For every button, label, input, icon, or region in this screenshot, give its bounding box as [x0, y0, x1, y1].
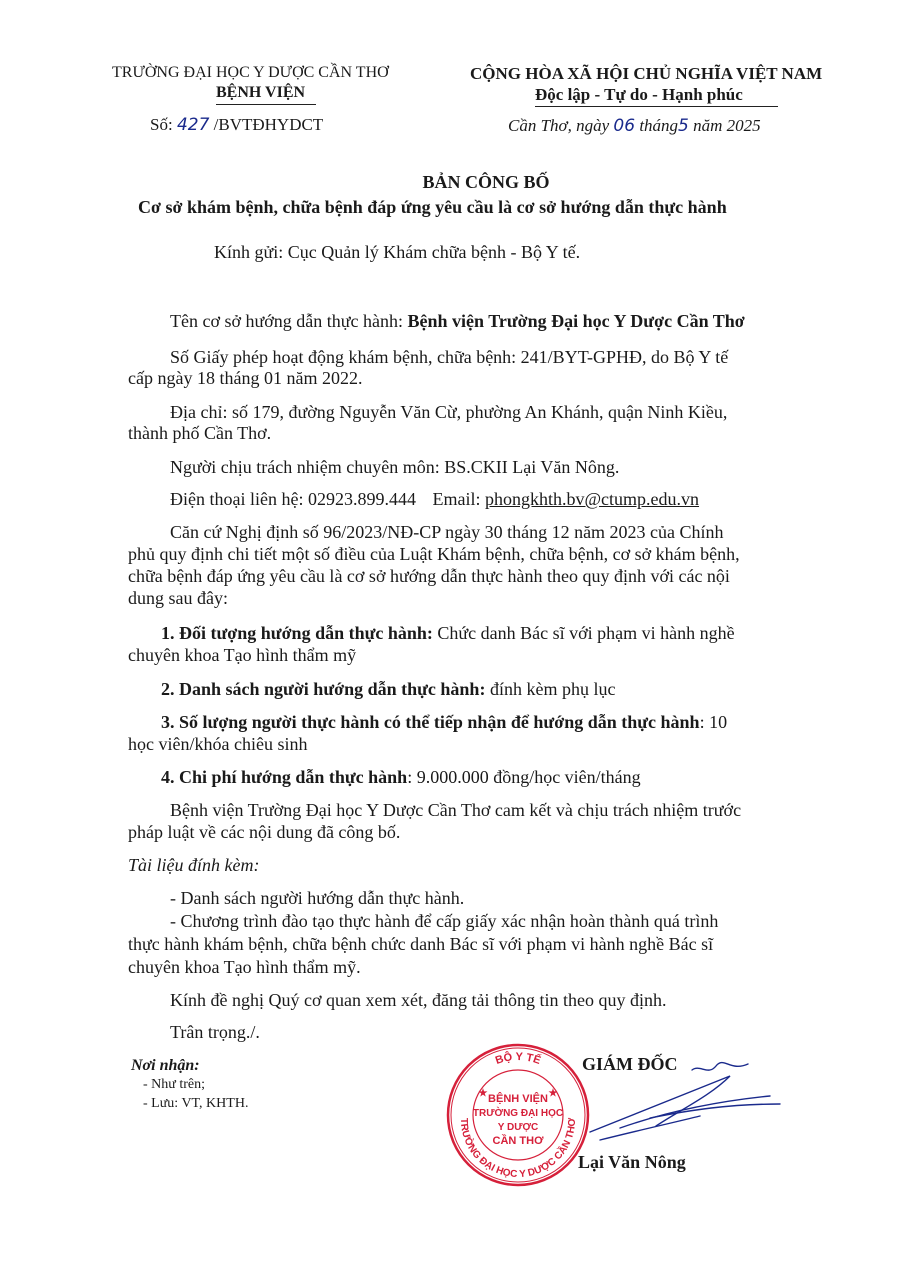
request-line: Kính đề nghị Quý cơ quan xem xét, đăng tải thông tin theo quy định.	[170, 990, 667, 1010]
item-4-label: 4. Chi phí hướng dẫn thực hành	[161, 767, 408, 787]
date-month-label: tháng	[639, 116, 679, 135]
facility-name-value: Bệnh viện Trường Đại học Y Dược Cần Thơ	[407, 311, 745, 331]
signer-name: Lại Văn Nông	[578, 1152, 686, 1172]
svg-text:BỆNH VIỆN: BỆNH VIỆN	[488, 1093, 548, 1105]
item-2-label: 2. Danh sách người hướng dẫn thực hành:	[161, 679, 486, 699]
svg-text:★: ★	[478, 1088, 488, 1099]
commitment-line-2: pháp luật về các nội dung đã công bố.	[128, 822, 401, 842]
contact-line	[170, 489, 699, 510]
svg-text:★: ★	[548, 1088, 558, 1099]
attachment-2-line-1: - Chương trình đào tạo thực hành để cấp giấy xác nhận hoàn thành quá trình	[170, 911, 719, 931]
recipient-item-1: - Như trên;	[143, 1077, 206, 1092]
recipients-label: Nơi nhận:	[131, 1057, 200, 1074]
address-line-1: Địa chỉ: số 179, đường Nguyễn Văn Cừ, phường An Khánh, quận Ninh Kiều,	[170, 402, 728, 422]
attachment-2-line-2: thực hành khám bệnh, chữa bệnh chức danh Bác sĩ với phạm vi hành nghề Bác sĩ	[128, 934, 714, 954]
document-number-prefix: Số:	[150, 115, 173, 134]
item-3-continuation: học viên/khóa chiêu sinh	[128, 734, 308, 754]
item-1-label: 1. Đối tượng hướng dẫn thực hành:	[161, 623, 433, 643]
responsible-person: Người chịu trách nhiệm chuyên môn: BS.CKII Lại Văn Nông.	[170, 457, 620, 477]
item-3-label: 3. Số lượng người thực hành có thể tiếp nhận để hướng dẫn thực hành	[161, 712, 700, 732]
item-4-value: : 9.000.000 đồng/học viên/tháng	[407, 767, 641, 787]
document-number-suffix: /BVTĐHYDCT	[213, 115, 324, 134]
commitment-line-1: Bệnh viện Trường Đại học Y Dược Cần Thơ cam kết và chịu trách nhiệm trước	[170, 800, 742, 820]
department-name: BỆNH VIỆN	[216, 84, 306, 101]
document-subtitle: Cơ sở khám bệnh, chữa bệnh đáp ứng yêu cầu là cơ sở hướng dẫn thực hành	[138, 197, 727, 217]
phone-text: Điện thoại liên hệ: 02923.899.444	[170, 489, 416, 509]
national-title: CỘNG HÒA XÃ HỘI CHỦ NGHĨA VIỆT NAM	[470, 64, 823, 83]
item-1-continuation: chuyên khoa Tạo hình thẩm mỹ	[128, 645, 357, 665]
basis-line-2: phủ quy định chi tiết một số điều của Luật Khám bệnh, chữa bệnh, cơ sở khám bệnh,	[128, 544, 740, 564]
motto-underline	[535, 106, 778, 107]
basis-line-1: Căn cứ Nghị định số 96/2023/NĐ-CP ngày 30 tháng 12 năm 2023 của Chính	[170, 522, 724, 542]
item-2-value: đính kèm phụ lục	[489, 679, 616, 699]
document-title: BẢN CÔNG BỐ	[422, 172, 550, 192]
svg-text:TRƯỜNG ĐẠI HỌC: TRƯỜNG ĐẠI HỌC	[472, 1108, 564, 1119]
basis-line-4: dung sau đây:	[128, 588, 228, 608]
facility-name-label: Tên cơ sở hướng dẫn thực hành:	[170, 311, 404, 331]
document-number	[150, 115, 323, 135]
item-1-value: Chức danh Bác sĩ với phạm vi hành nghề	[437, 623, 735, 643]
svg-text:CẦN THƠ: CẦN THƠ	[492, 1135, 544, 1147]
date-day-handwritten: 06	[613, 116, 636, 136]
license-line-1: Số Giấy phép hoạt động khám bệnh, chữa bệnh: 241/BYT-GPHĐ, do Bộ Y tế	[170, 347, 729, 367]
email-label: Email:	[432, 489, 481, 509]
document-number-handwritten: 427	[176, 115, 210, 135]
department-underline	[216, 104, 316, 105]
official-stamp	[443, 1040, 593, 1190]
item-3-value: : 10	[699, 712, 728, 732]
recipient-line: Kính gửi: Cục Quản lý Khám chữa bệnh - Bộ Y tế.	[214, 242, 581, 262]
item-1	[161, 623, 735, 644]
basis-line-3: chữa bệnh đáp ứng yêu cầu là cơ sở hướng dẫn thực hành theo quy định với các nội	[128, 566, 730, 586]
item-3	[161, 712, 727, 733]
institution-name: TRƯỜNG ĐẠI HỌC Y DƯỢC CẦN THƠ	[112, 64, 389, 81]
facility-name-line	[170, 311, 745, 332]
national-motto: Độc lập - Tự do - Hạnh phúc	[535, 85, 743, 104]
date-place: Cần Thơ, ngày	[508, 116, 610, 135]
attachment-2-line-3: chuyên khoa Tạo hình thẩm mỹ.	[128, 957, 361, 977]
item-4	[161, 767, 641, 788]
closing-line: Trân trọng./.	[170, 1022, 260, 1042]
address-line-2: thành phố Cần Thơ.	[128, 423, 272, 443]
item-2	[161, 679, 615, 700]
email-link[interactable]: phongkhth.bv@ctump.edu.vn	[484, 489, 700, 509]
date-month-handwritten: 5	[678, 116, 689, 136]
license-line-2: cấp ngày 18 tháng 01 năm 2022.	[128, 368, 363, 388]
recipient-item-2: - Lưu: VT, KHTH.	[143, 1096, 249, 1111]
attachments-label: Tài liệu đính kèm:	[128, 855, 260, 875]
document-date	[508, 116, 761, 136]
handwritten-signature	[580, 1052, 790, 1152]
svg-text:BỘ Y TẾ: BỘ Y TẾ	[493, 1050, 543, 1068]
signer-title: GIÁM ĐỐC	[582, 1054, 678, 1074]
svg-text:TRƯỜNG ĐẠI HỌC Y DƯỢC CẦN THƠ: TRƯỜNG ĐẠI HỌC Y DƯỢC CẦN THƠ	[457, 1117, 579, 1181]
attachment-1: - Danh sách người hướng dẫn thực hành.	[170, 888, 465, 908]
svg-text:Y DƯỢC: Y DƯỢC	[497, 1122, 539, 1133]
date-year: năm 2025	[693, 116, 761, 135]
